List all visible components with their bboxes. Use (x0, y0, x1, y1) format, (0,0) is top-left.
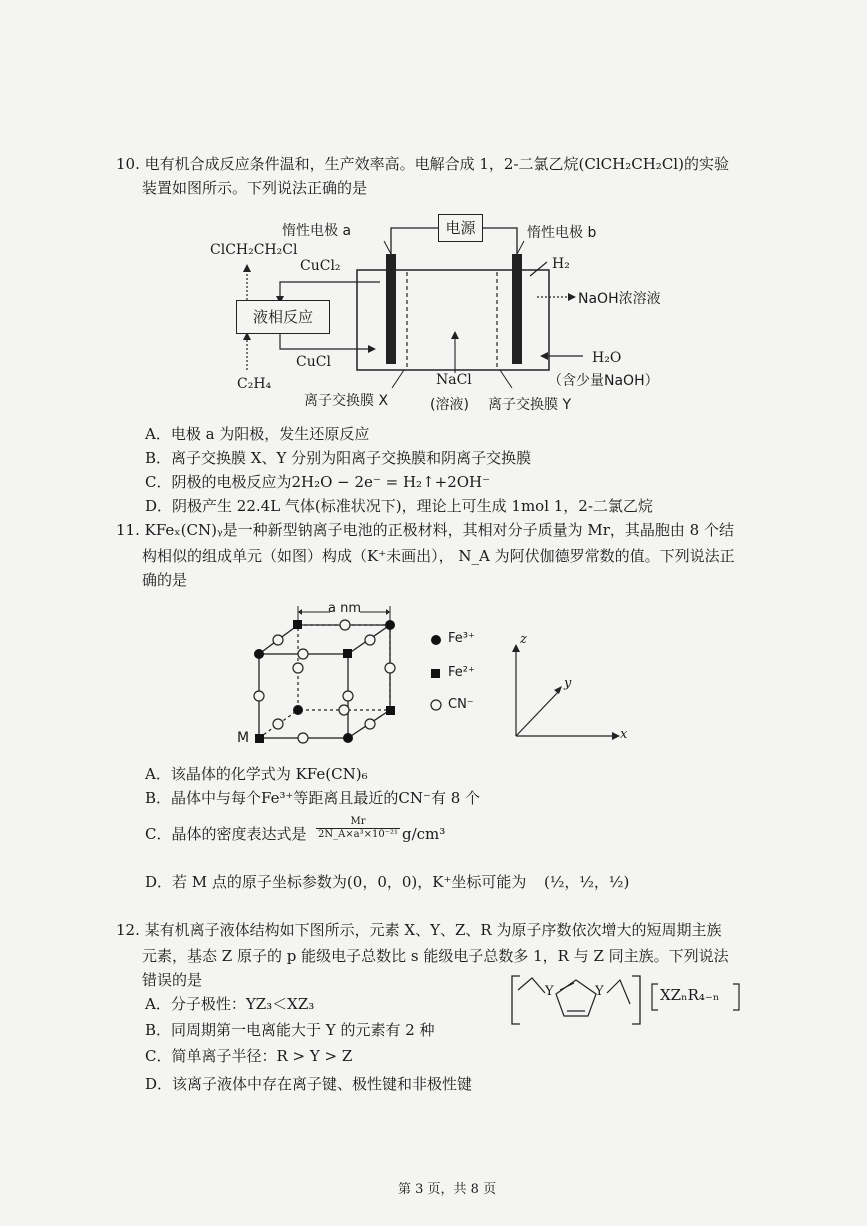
nacl-note-label: (溶液) (430, 397, 469, 413)
ring-atom-y1: Y (545, 984, 554, 999)
q10-option-a: A．电极 a 为阳极，发生还原反应 (145, 425, 370, 443)
axis-x-label: x (620, 727, 628, 742)
q11-option-a: A．该晶体的化学式为 KFe(CN)₆ (145, 765, 368, 783)
q12-option-a: A．分子极性：YZ₃＜XZ₃ (145, 995, 315, 1013)
q11-stem-line2: 构相似的组成单元（如图）构成（K⁺未画出）， N_A 为阿伏伽德罗常数的值。下列说法正 (142, 547, 735, 565)
cell-edge-label: a nm (328, 601, 362, 616)
electrode-b-label: 惰性电极 b (527, 225, 597, 241)
q10-stem-line1: 10. 电有机合成反应条件温和，生产效率高。电解合成 1，2-二氯乙烷(ClCH₂CH₂Cl)的实验 (116, 155, 729, 173)
q11-option-d: D．若 M 点的原子坐标参数为(0，0，0)，K⁺坐标可能为 (145, 873, 527, 891)
density-denominator: 2N_A×a³×10⁻²¹ (317, 829, 399, 840)
membrane-x-label: 离子交换膜 X (304, 393, 389, 409)
nacl-label: NaCl (436, 372, 472, 388)
q10-stem-line2: 装置如图所示。下列说法正确的是 (142, 179, 368, 197)
liquid-reaction-box: 液相反应 (236, 300, 330, 334)
product-label: ClCH₂CH₂Cl (210, 242, 298, 258)
density-unit: g/cm³ (402, 825, 446, 843)
h2o-label: H₂O (592, 350, 622, 366)
q10-option-d: D．阴极产生 22.4L 气体(标准状况下)，理论上可生成 1mol 1，2-二氯乙烷 (145, 497, 653, 515)
page-footer: 第 3 页，共 8 页 (398, 1182, 497, 1197)
cucl-label: CuCl (296, 354, 331, 370)
axis-z-label: z (520, 632, 527, 647)
axis-y-label: y (564, 676, 572, 691)
q12-option-b: B．同周期第一电离能大于 Y 的元素有 2 种 (145, 1021, 435, 1039)
q11-option-c: C．晶体的密度表达式是 (145, 825, 307, 843)
naoh-out-label: NaOH浓溶液 (578, 291, 661, 307)
q10-option-b: B．离子交换膜 X、Y 分别为阳离子交换膜和阴离子交换膜 (145, 449, 532, 467)
q11-option-b: B．晶体中与每个Fe³⁺等距离且最近的CN⁻有 8 个 (145, 789, 481, 807)
legend-fe2: Fe²⁺ (448, 665, 475, 680)
q12-stem-line1: 12. 某有机离子液体结构如下图所示，元素 X、Y、Z、R 为原子序数依次增大的短周期主族 (116, 921, 722, 939)
q10-option-c: C．阴极的电极反应为2H₂O − 2e⁻ = H₂↑+2OH⁻ (145, 473, 491, 491)
legend-fe3: Fe³⁺ (448, 631, 475, 646)
cucl2-label: CuCl₂ (300, 258, 341, 274)
point-m-label: M (237, 730, 250, 746)
q12-option-d: D．该离子液体中存在离子键、极性键和非极性键 (145, 1075, 473, 1093)
q11-stem-line3: 确的是 (142, 571, 188, 589)
h2-label: H₂ (552, 256, 570, 272)
membrane-y-label: 离子交换膜 Y (488, 397, 572, 413)
k-coordinate: (½，½，½) (544, 873, 630, 891)
q12-stem-line3: 错误的是 (142, 971, 203, 989)
electrode-a-label: 惰性电极 a (282, 223, 352, 239)
q11-stem-line1: 11. KFeₓ(CN)ᵧ是一种新型钠离子电池的正极材料，其相对分子质量为 Mr，其晶胞由 8 个结 (116, 521, 734, 539)
legend-cn: CN⁻ (448, 697, 474, 712)
power-source-box: 电源 (438, 214, 483, 242)
anion-formula: XZₙR₄₋ₙ (660, 986, 720, 1004)
ring-atom-y2: Y (595, 984, 604, 999)
density-numerator: Mr (316, 816, 400, 829)
h2o-note-label: （含少量NaOH） (548, 373, 659, 389)
q12-option-c: C．简单离子半径：R > Y > Z (145, 1047, 353, 1065)
c2h4-label: C₂H₄ (237, 376, 272, 392)
q12-stem-line2: 元素，基态 Z 原子的 p 能级电子总数比 s 能级电子总数多 1，R 与 Z 同主族。下列说法 (142, 947, 729, 965)
